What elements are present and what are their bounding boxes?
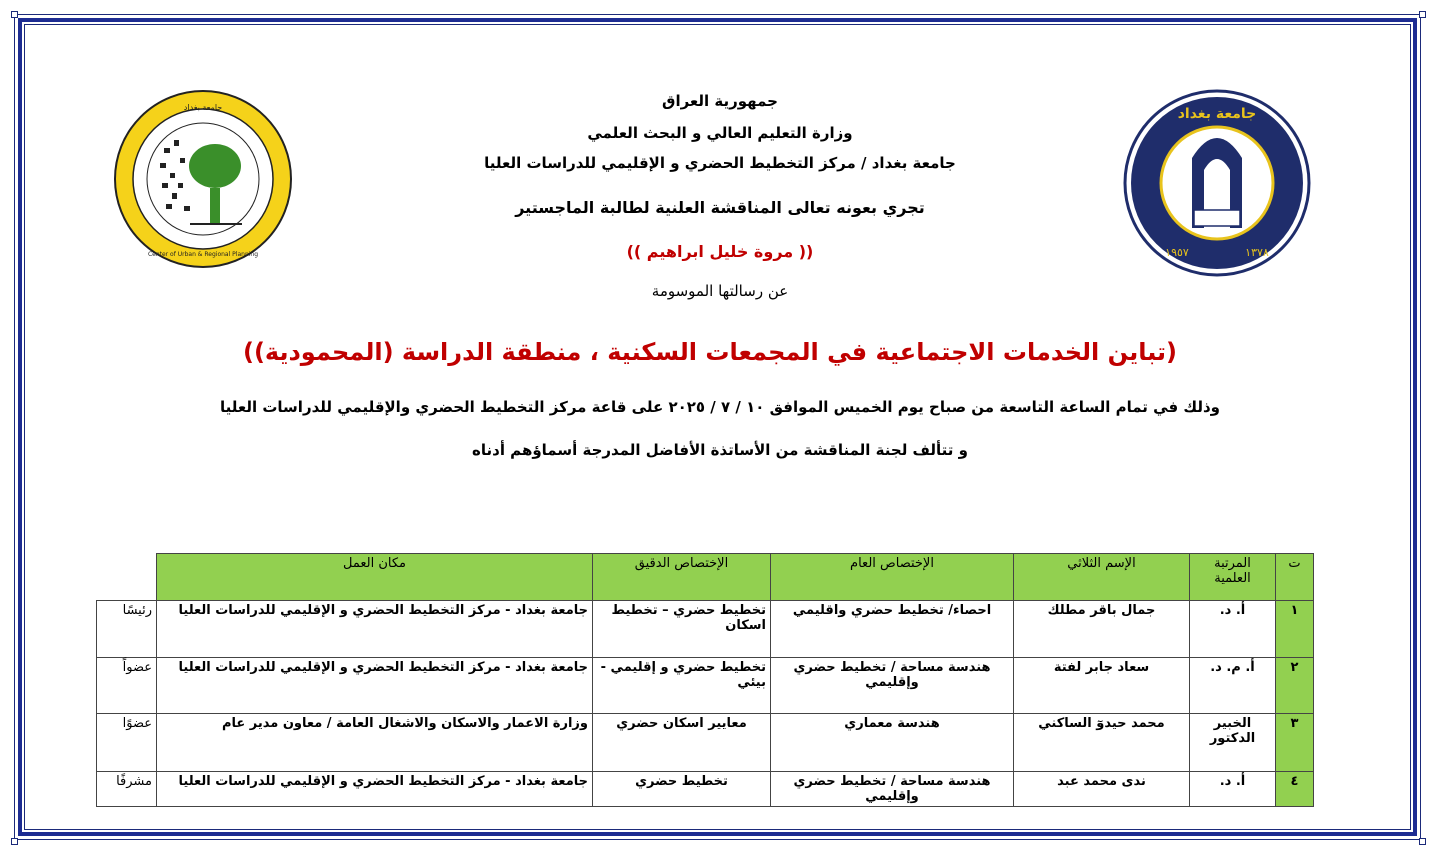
thesis-intro: عن رسالتها الموسومة — [651, 282, 789, 300]
student-name: (( مروة خليل ابراهيم )) — [626, 242, 814, 261]
row-workplace: جامعة بغداد - مركز التخطيط الحضري و الإقليمي للدراسات العليا — [157, 601, 593, 658]
ministry-title: وزارة التعليم العالي و البحث العلمي — [587, 124, 853, 142]
table-row — [97, 601, 1314, 658]
time-place-text: وذلك في تمام الساعة التاسعة من صباح يوم الخميس الموافق ١٠ / ٧ / ٢٠٢٥ على قاعة مركز التخطيط الحضري والإقليمي للدراسات العليا — [220, 398, 1220, 416]
urban-planning-center-logo — [112, 88, 294, 270]
row-workplace: جامعة بغداد - مركز التخطيط الحضري و الإقليمي للدراسات العليا — [157, 658, 593, 714]
row-specific-specialty: تخطيط حضري – تخطيط اسكان — [593, 601, 771, 658]
row-specific-specialty: تخطيط حضري و إقليمي - بيئي — [593, 658, 771, 714]
row-role: مشرفًا — [97, 772, 157, 807]
row-general-specialty: احصاء/ تخطيط حضري واقليمي — [771, 601, 1014, 658]
row-workplace: وزارة الاعمار والاسكان والاشغال العامة / معاون مدير عام — [157, 714, 593, 772]
frame-corner — [1419, 11, 1426, 18]
committee-intro-text: و تتألف لجنة المناقشة من الأساتذة الأفاضل المدرجة أسماؤهم أدناه — [472, 441, 968, 459]
thesis-title: (تباين الخدمات الاجتماعية في المجمعات السكنية ، منطقة الدراسة (المحمودية)) — [242, 338, 1177, 366]
header-num: ت — [1276, 554, 1314, 601]
header-workplace: مكان العمل — [157, 554, 593, 601]
row-role: عضواً — [97, 658, 157, 714]
row-num: ١ — [1276, 601, 1314, 658]
row-rank: أ. د. — [1190, 772, 1276, 807]
logo-year-right: ١٣٧٨ — [1245, 246, 1269, 259]
row-role: عضوًا — [97, 714, 157, 772]
logo-university-name: جامعة بغداد — [1177, 106, 1257, 122]
table-row — [97, 658, 1314, 714]
row-role: رئيسًا — [97, 601, 157, 658]
row-specific-specialty: تخطيط حضري — [593, 772, 771, 807]
header-name: الإسم الثلاثي — [1014, 554, 1190, 601]
announcement-text: تجري بعونه تعالى المناقشة العلنية لطالبة الماجستير — [515, 198, 925, 217]
row-num: ٢ — [1276, 658, 1314, 714]
logo-ring-text: جامعة بغداد — [183, 103, 223, 112]
university-of-baghdad-logo — [1122, 88, 1312, 278]
row-name: سعاد جابر لفتة — [1014, 658, 1190, 714]
header-rank: المرتبة العلمية — [1190, 554, 1276, 601]
row-workplace: جامعة بغداد - مركز التخطيط الحضري و الإقليمي للدراسات العليا — [157, 772, 593, 807]
row-general-specialty: هندسة مساحة / تخطيط حضري وإقليمي — [771, 658, 1014, 714]
university-title: جامعة بغداد / مركز التخطيط الحضري و الإقليمي للدراسات العليا — [484, 154, 956, 172]
row-rank: أ. د. — [1190, 601, 1276, 658]
row-name: ندى محمد عبد — [1014, 772, 1190, 807]
table-header-row — [97, 554, 1314, 601]
header-role-blank — [97, 554, 157, 601]
svg-text:Center of Urban & Regional Pla: Center of Urban & Regional Planning — [147, 251, 259, 258]
frame-corner — [11, 838, 18, 845]
republic-title: جمهورية العراق — [662, 92, 778, 110]
frame-corner — [11, 11, 18, 18]
header-general-specialty: الإختصاص العام — [771, 554, 1014, 601]
row-general-specialty: هندسة معماري — [771, 714, 1014, 772]
row-name: جمال باقر مطلك — [1014, 601, 1190, 658]
committee-table — [96, 553, 1314, 807]
table-row — [97, 714, 1314, 772]
row-rank: الخبير الدكتور — [1190, 714, 1276, 772]
row-rank: أ. م. د. — [1190, 658, 1276, 714]
frame-corner — [1419, 838, 1426, 845]
row-general-specialty: هندسة مساحة / تخطيط حضري وإقليمي — [771, 772, 1014, 807]
row-specific-specialty: معايير اسكان حضري — [593, 714, 771, 772]
row-num: ٤ — [1276, 772, 1314, 807]
table-row — [97, 772, 1314, 807]
logo-year-left: ١٩٥٧ — [1165, 246, 1189, 259]
header-specific-specialty: الإختصاص الدقيق — [593, 554, 771, 601]
row-num: ٣ — [1276, 714, 1314, 772]
row-name: محمد حيدوٓ الساكني — [1014, 714, 1190, 772]
